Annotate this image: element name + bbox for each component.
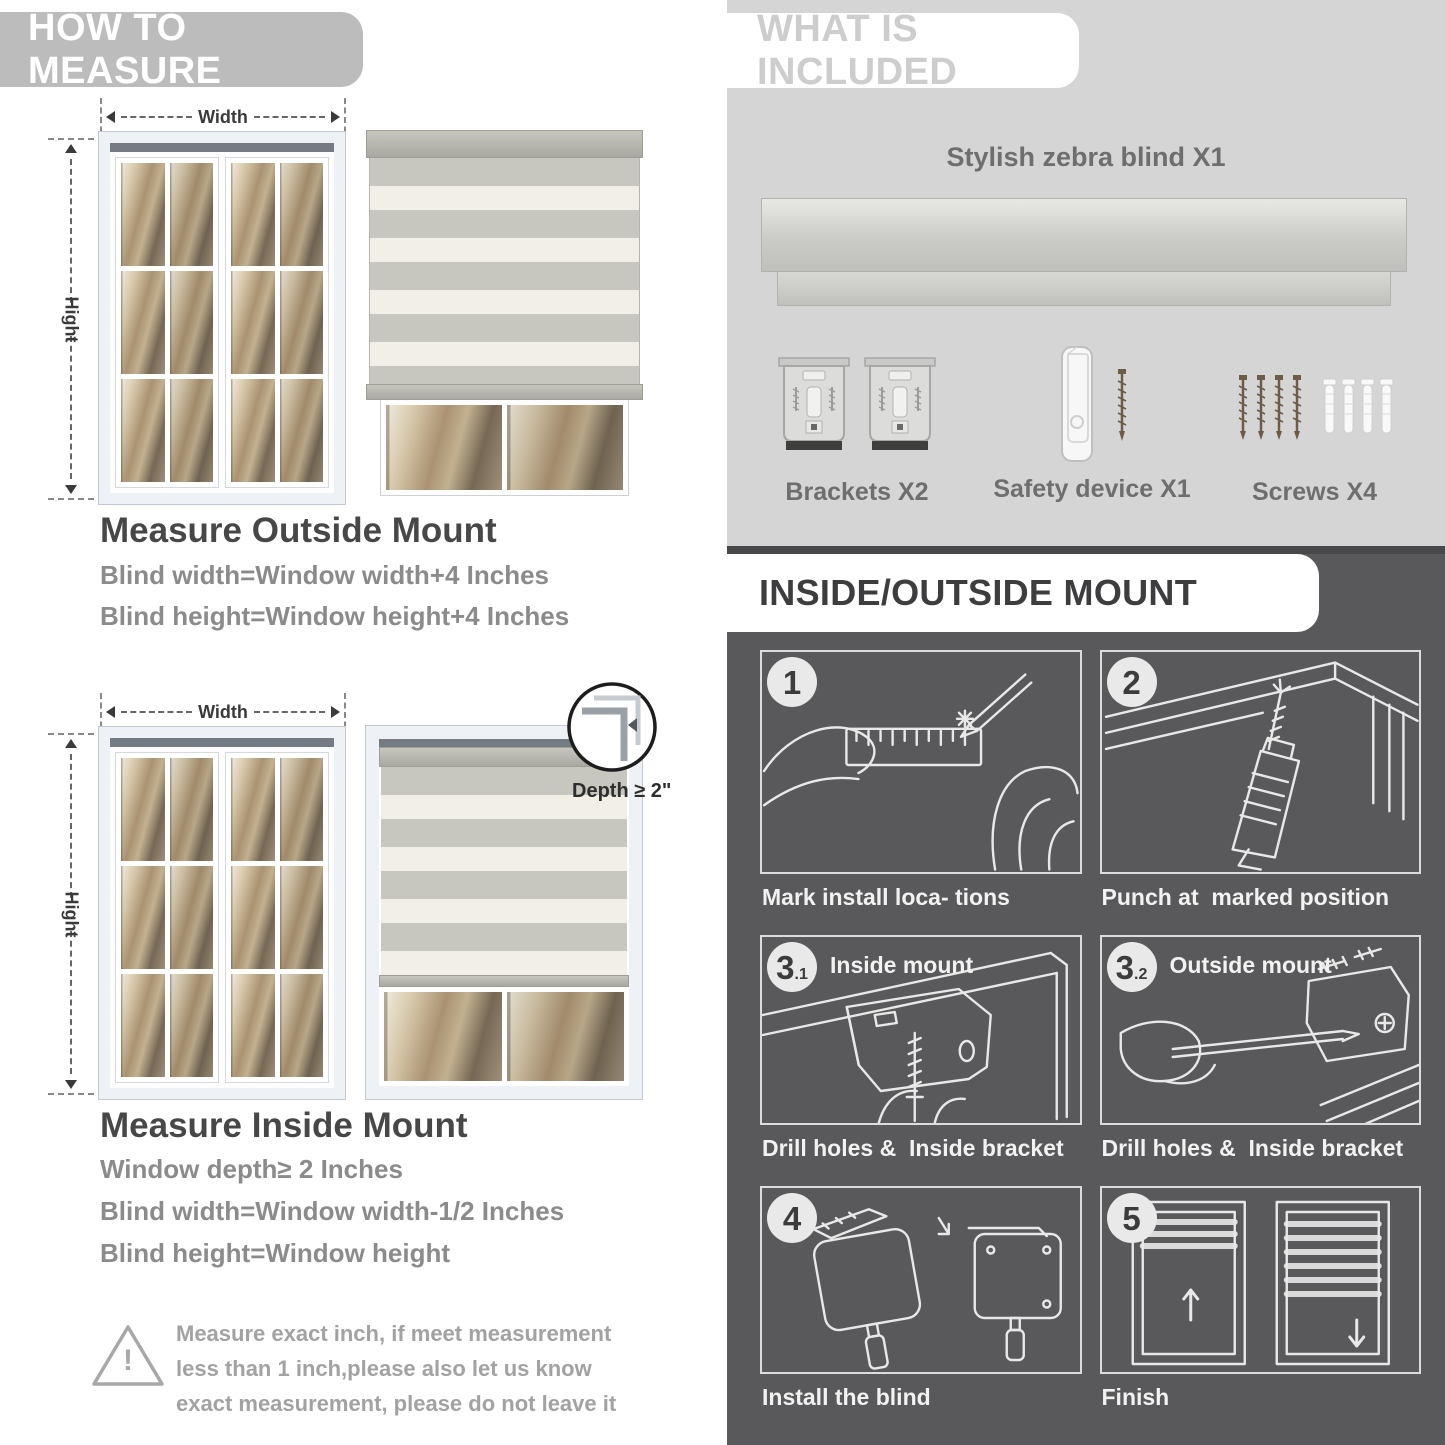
included-item-brackets (757, 345, 957, 507)
step-caption: Mark install loca- tions (762, 884, 1010, 910)
window-photo-illustration (98, 726, 346, 1100)
wall-anchor-icon (1360, 378, 1375, 438)
window-top-track (110, 738, 334, 747)
installation-step (760, 650, 1082, 935)
installation-step (1100, 650, 1422, 935)
window-sash-left (115, 157, 219, 488)
inside-outside-mount-title: INSIDE/OUTSIDE MOUNT (759, 572, 1198, 613)
width-dimension-arrow (100, 701, 346, 723)
arrow-up-icon (65, 138, 77, 153)
bracket-icon (862, 355, 938, 460)
screws-label: Screws X4 (1251, 478, 1378, 506)
outside-mount-formula-width: Blind width=Window width+4 Inches (100, 560, 549, 590)
step-caption: Drill holes & Inside bracket (1101, 1135, 1404, 1161)
what-is-included-panel (727, 0, 1445, 546)
window-sash-right (225, 157, 329, 488)
section-divider (727, 546, 1445, 554)
window-sash-right (225, 752, 329, 1083)
window-below-blind (379, 987, 629, 1086)
step-caption: Punch at marked position (1101, 884, 1390, 910)
wall-anchor-icon (1322, 378, 1337, 438)
included-blind-title: Stylish zebra blind X1 (946, 142, 1226, 172)
wall-anchor-icon (1341, 378, 1356, 438)
screw-icon (1272, 374, 1286, 442)
arrow-left-icon (100, 706, 115, 718)
installation-step (760, 935, 1082, 1186)
safety-device-icon (1055, 344, 1099, 466)
arrow-right-icon (331, 111, 346, 123)
safety-device-label: Safety device X1 (993, 475, 1191, 503)
width-label: Width (198, 106, 248, 127)
step-number-badge: 4 (767, 1193, 817, 1243)
screw-icon (1254, 374, 1268, 442)
step-number-badge: 3 .2 (1107, 942, 1157, 992)
step-number-badge: 2 (1107, 657, 1157, 707)
how-to-measure-header (0, 6, 363, 92)
arrow-down-icon (65, 485, 77, 500)
step-mount-type-label: Inside mount (830, 952, 974, 978)
blind-headrail-image (761, 198, 1407, 306)
step-caption: Install the blind (762, 1384, 931, 1410)
wall-anchor-icon (1379, 378, 1394, 438)
zebra-blind-outside-mount-illustration (366, 130, 643, 505)
what-is-included-header (727, 7, 1079, 93)
arrow-down-icon (65, 1080, 77, 1095)
width-dimension-arrow (100, 106, 346, 128)
window-photo-illustration (98, 131, 346, 505)
height-dimension-arrow (58, 138, 84, 500)
exclamation-mark: ! (123, 1344, 133, 1377)
outside-mount-formula-height: Blind height=Window height+4 Inches (100, 601, 570, 631)
magnifier-corner-icon (566, 681, 658, 773)
blind-headrail (366, 130, 643, 158)
inside-mount-title: Measure Inside Mount (100, 1106, 468, 1145)
screw-icon (1115, 367, 1129, 443)
brackets-label: Brackets X2 (785, 478, 929, 506)
included-item-screws (1207, 345, 1422, 507)
how-to-measure-title: HOW TO MEASURE (28, 6, 222, 92)
screw-icon (1236, 374, 1250, 442)
step-caption: Drill holes & Inside bracket (762, 1135, 1064, 1161)
included-item-safety-device (987, 342, 1197, 504)
step-number-badge: 1 (767, 657, 817, 707)
inside-mount-formula-width: Blind width=Window width-1/2 Inches (100, 1196, 565, 1226)
width-label: Width (198, 701, 248, 722)
outside-mount-title: Measure Outside Mount (100, 511, 497, 550)
warning-triangle-icon (90, 1320, 166, 1390)
inside-mount-depth-rule: Window depth≥ 2 Inches (100, 1154, 403, 1184)
arrow-up-icon (65, 733, 77, 748)
what-is-included-title: WHAT IS INCLUDED (757, 7, 958, 93)
hight-label: Hight (61, 891, 82, 937)
blind-bottom-rail (366, 384, 643, 400)
screw-icon (1290, 374, 1304, 442)
depth-requirement-label: Depth ≥ 2" (572, 780, 672, 802)
installation-step (1100, 1186, 1422, 1435)
depth-magnifier-detail (566, 681, 658, 773)
arrow-left-icon (100, 111, 115, 123)
step-mount-type-label: Outside mount (1169, 952, 1332, 978)
measurement-warning-text: Measure exact inch, if meet measurement less than 1 inch,please also let us know exact measurement, please do not leave it (176, 1321, 617, 1417)
bracket-icon (776, 355, 852, 460)
installation-step (760, 1186, 1082, 1435)
window-sash-left (115, 752, 219, 1083)
installation-step (1100, 935, 1422, 1186)
how-to-measure-section (0, 0, 700, 1445)
hight-label: Hight (61, 296, 82, 342)
step-number-badge: 5 (1107, 1193, 1157, 1243)
blind-bottom-rail (379, 975, 629, 987)
inside-outside-mount-panel (727, 554, 1445, 1445)
step-number-badge: 3 .1 (767, 942, 817, 992)
right-section (727, 0, 1445, 1445)
arrow-right-icon (331, 706, 346, 718)
window-below-blind (380, 400, 629, 496)
window-top-track (110, 143, 334, 152)
installation-steps (760, 650, 1421, 1435)
inside-outside-mount-header (727, 554, 1319, 632)
step-caption: Finish (1101, 1384, 1170, 1410)
inside-mount-formula-height: Blind height=Window height (100, 1238, 450, 1268)
blind-zebra-stripes (369, 158, 640, 384)
height-dimension-arrow (58, 733, 84, 1095)
